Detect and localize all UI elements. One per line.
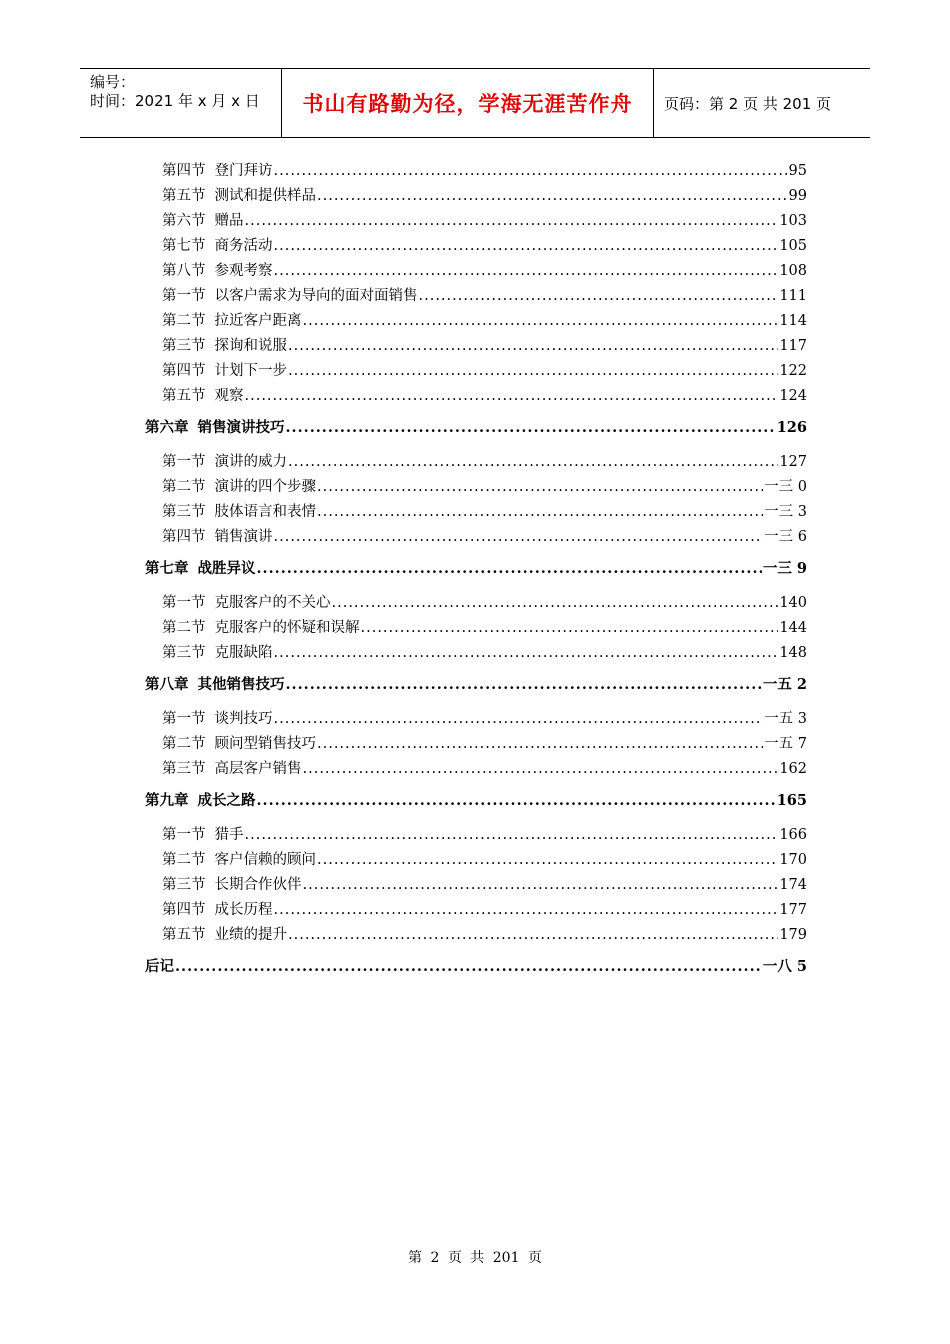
toc-entry-title: 成长之路 [197,792,256,809]
toc-entry-title: 探询和说服 [214,338,287,354]
toc-entry-title: 拉近客户距离 [214,313,302,329]
toc-entry-title: 登门拜访 [214,163,273,179]
toc-entry-number: 第五节 [162,388,206,404]
toc-entry-page: 122 [779,363,807,379]
toc-entry-page: 177 [779,902,807,918]
toc-leader-dots [303,313,779,329]
toc-entry-title: 参观考察 [214,263,273,279]
toc-entry-page: 126 [776,419,807,436]
toc-entry-page: 一三 3 [764,504,807,520]
toc-section-entry[interactable] [145,757,807,782]
toc-entry-page: 117 [779,338,807,354]
toc-entry-label [162,284,418,305]
toc-entry-page: 99 [788,188,807,204]
toc-entry-label [162,616,360,637]
toc-entry-page: 114 [779,313,807,329]
toc-entry-number: 第二节 [162,736,206,752]
toc-leader-dots [274,238,779,254]
toc-section-entry[interactable] [145,898,807,923]
toc-entry-page: 127 [779,454,807,470]
toc-section-entry[interactable] [145,616,807,641]
toc-leader-dots [286,676,762,693]
toc-entry-label [162,641,273,662]
toc-entry-title: 克服客户的不关心 [214,595,331,611]
toc-entry-page: 170 [779,852,807,868]
toc-entry-label [162,500,316,521]
toc-entry-title: 克服客户的怀疑和误解 [214,620,360,636]
toc-leader-dots [288,338,778,354]
toc-section-entry[interactable] [145,923,807,948]
toc-entry-title: 商务活动 [214,238,273,254]
toc-entry-page: 165 [776,792,807,809]
toc-section-entry[interactable] [145,525,807,550]
toc-entry-number: 第四节 [162,902,206,918]
page-info: 页码：第 2 页 共 201 页 [664,94,832,113]
toc-entry-page: 一八 5 [762,958,807,975]
toc-section-entry[interactable] [145,591,807,616]
serial-label: 编号： [90,73,136,91]
toc-entry-title: 其他销售技巧 [197,676,285,693]
toc-entry-page: 一三 6 [764,529,807,545]
toc-entry-label [162,334,287,355]
toc-entry-title: 顾问型销售技巧 [214,736,316,752]
toc-entry-number: 第二节 [162,313,206,329]
toc-entry-number: 第一节 [162,711,206,727]
toc-entry-number: 第三节 [162,877,206,893]
toc-leader-dots [288,927,778,943]
toc-entry-page: 140 [779,595,807,611]
toc-entry-label [162,184,316,205]
toc-entry-title: 赠品 [214,213,244,229]
toc-entry-number: 第一节 [162,595,206,611]
toc-entry-title: 以客户需求为导向的面对面销售 [214,288,418,304]
toc-section-entry[interactable] [145,732,807,757]
toc-entry-page: 166 [779,827,807,843]
toc-chapter-entry[interactable] [145,789,807,817]
toc-entry-page: 148 [779,645,807,661]
toc-entry-label [162,209,244,230]
toc-entry-number: 第三节 [162,761,206,777]
toc-entry-number: 第一节 [162,827,206,843]
toc-leader-dots [245,388,779,404]
toc-entry-label [162,707,273,728]
toc-leader-dots [175,958,762,975]
toc-leader-dots [317,504,763,520]
toc-section-entry[interactable] [145,209,807,234]
footer-page-number: 第 2 页 共 201 页 [408,1250,542,1266]
toc-entry-title: 猎手 [214,827,244,843]
toc-section-entry[interactable] [145,384,807,409]
toc-entry-title: 客户信赖的顾问 [214,852,316,868]
toc-leader-dots [419,288,779,304]
toc-section-entry[interactable] [145,823,807,848]
toc-entry-title: 成长历程 [214,902,273,918]
toc-section-entry[interactable] [145,873,807,898]
toc-chapter-entry[interactable] [145,955,807,983]
toc-entry-number: 第三节 [162,338,206,354]
toc-leader-dots [245,213,779,229]
toc-entry-label [162,359,287,380]
toc-entry-page: 144 [779,620,807,636]
toc-entry-label [162,475,316,496]
toc-entry-number: 第四节 [162,163,206,179]
toc-entry-number: 第四节 [162,529,206,545]
toc-entry-title: 观察 [214,388,244,404]
toc-entry-title: 高层客户销售 [214,761,302,777]
toc-entry-title: 战胜异议 [197,560,256,577]
toc-entry-title: 计划下一步 [214,363,287,379]
toc-leader-dots [317,736,763,752]
toc-entry-number: 第三节 [162,504,206,520]
toc-section-entry[interactable] [145,334,807,359]
toc-entry-page: 124 [779,388,807,404]
toc-leader-dots [317,479,763,495]
toc-entry-page: 一三 9 [762,560,807,577]
toc-leader-dots [286,419,776,436]
toc-entry-label [145,416,285,437]
toc-entry-title: 克服缺陷 [214,645,273,661]
toc-entry-title: 肢体语言和表情 [214,504,316,520]
toc-entry-label [162,384,244,405]
toc-section-entry[interactable] [145,641,807,666]
toc-entry-label [162,525,273,546]
toc-leader-dots [303,877,779,893]
toc-entry-page: 103 [779,213,807,229]
header-meta [80,69,281,137]
toc-leader-dots [274,529,764,545]
toc-chapter-entry[interactable] [145,673,807,701]
toc-entry-number: 第六节 [162,213,206,229]
toc-entry-title: 长期合作伙伴 [214,877,302,893]
toc-section-entry[interactable] [145,284,807,309]
toc-entry-number: 第六章 [145,419,189,436]
toc-entry-number: 第三节 [162,645,206,661]
toc-entry-label [162,309,302,330]
toc-leader-dots [274,263,779,279]
toc-entry-page: 162 [779,761,807,777]
toc-leader-dots [257,792,776,809]
table-of-contents [145,159,807,983]
toc-section-entry[interactable] [145,234,807,259]
toc-entry-label [162,732,316,753]
toc-entry-label [162,757,302,778]
toc-entry-number: 第七节 [162,238,206,254]
toc-entry-page: 108 [779,263,807,279]
toc-entry-number: 第五节 [162,188,206,204]
toc-entry-label [162,234,273,255]
toc-entry-number: 第九章 [145,792,189,809]
toc-section-entry[interactable] [145,475,807,500]
toc-section-entry[interactable] [145,259,807,284]
toc-section-entry[interactable] [145,500,807,525]
toc-entry-title: 演讲的威力 [214,454,287,470]
header-page-info-cell [654,69,870,137]
toc-entry-page: 一三 0 [764,479,807,495]
toc-entry-number: 第五节 [162,927,206,943]
toc-leader-dots [288,454,778,470]
time-label: 时间：2021 年 x 月 x 日 [90,92,260,110]
toc-chapter-entry[interactable] [145,416,807,444]
toc-entry-title: 业绩的提升 [214,927,287,943]
toc-section-entry[interactable] [145,707,807,732]
toc-entry-title: 谈判技巧 [214,711,273,727]
toc-entry-page: 一五 7 [764,736,807,752]
toc-entry-page: 111 [779,288,807,304]
toc-entry-number: 第八节 [162,263,206,279]
toc-chapter-entry[interactable] [145,557,807,585]
motto-text: 书山有路勤为径，学海无涯苦作舟 [302,92,633,116]
toc-entry-number: 第四节 [162,363,206,379]
toc-leader-dots [257,560,762,577]
toc-entry-label [162,159,273,180]
toc-section-entry[interactable] [145,309,807,334]
toc-entry-page: 一五 3 [764,711,807,727]
toc-section-entry[interactable] [145,359,807,384]
toc-leader-dots [274,645,779,661]
toc-leader-dots [274,711,764,727]
page-footer [0,1247,950,1267]
toc-entry-page: 174 [779,877,807,893]
toc-entry-label [145,789,256,810]
toc-entry-number: 第二节 [162,620,206,636]
toc-entry-label [162,259,273,280]
toc-entry-label [145,557,256,578]
toc-entry-page: 一五 2 [762,676,807,693]
toc-section-entry[interactable] [145,159,807,184]
toc-section-entry[interactable] [145,450,807,475]
toc-entry-label [162,823,244,844]
toc-entry-page: 105 [779,238,807,254]
header-motto-cell [281,69,654,137]
toc-entry-number: 第一节 [162,288,206,304]
page-header [80,68,870,138]
toc-leader-dots [303,761,779,777]
toc-entry-title: 销售演讲 [214,529,273,545]
toc-leader-dots [245,827,779,843]
toc-entry-number: 第二节 [162,479,206,495]
toc-entry-label [145,955,174,976]
toc-entry-title: 后记 [145,958,174,975]
toc-entry-title: 销售演讲技巧 [197,419,285,436]
toc-entry-label [145,673,285,694]
toc-entry-page: 95 [788,163,807,179]
toc-entry-number: 第一节 [162,454,206,470]
toc-leader-dots [288,363,778,379]
toc-leader-dots [361,620,779,636]
toc-leader-dots [274,163,788,179]
toc-entry-label [162,848,316,869]
toc-entry-title: 演讲的四个步骤 [214,479,316,495]
toc-leader-dots [332,595,779,611]
toc-entry-number: 第二节 [162,852,206,868]
toc-entry-number: 第八章 [145,676,189,693]
toc-leader-dots [317,188,788,204]
toc-entry-label [162,923,287,944]
toc-entry-label [162,450,287,471]
toc-leader-dots [274,902,779,918]
toc-entry-title: 测试和提供样品 [214,188,316,204]
toc-entry-label [162,873,302,894]
toc-entry-number: 第七章 [145,560,189,577]
toc-leader-dots [317,852,778,868]
toc-entry-label [162,898,273,919]
toc-section-entry[interactable] [145,184,807,209]
toc-section-entry[interactable] [145,848,807,873]
toc-entry-page: 179 [779,927,807,943]
toc-entry-label [162,591,331,612]
